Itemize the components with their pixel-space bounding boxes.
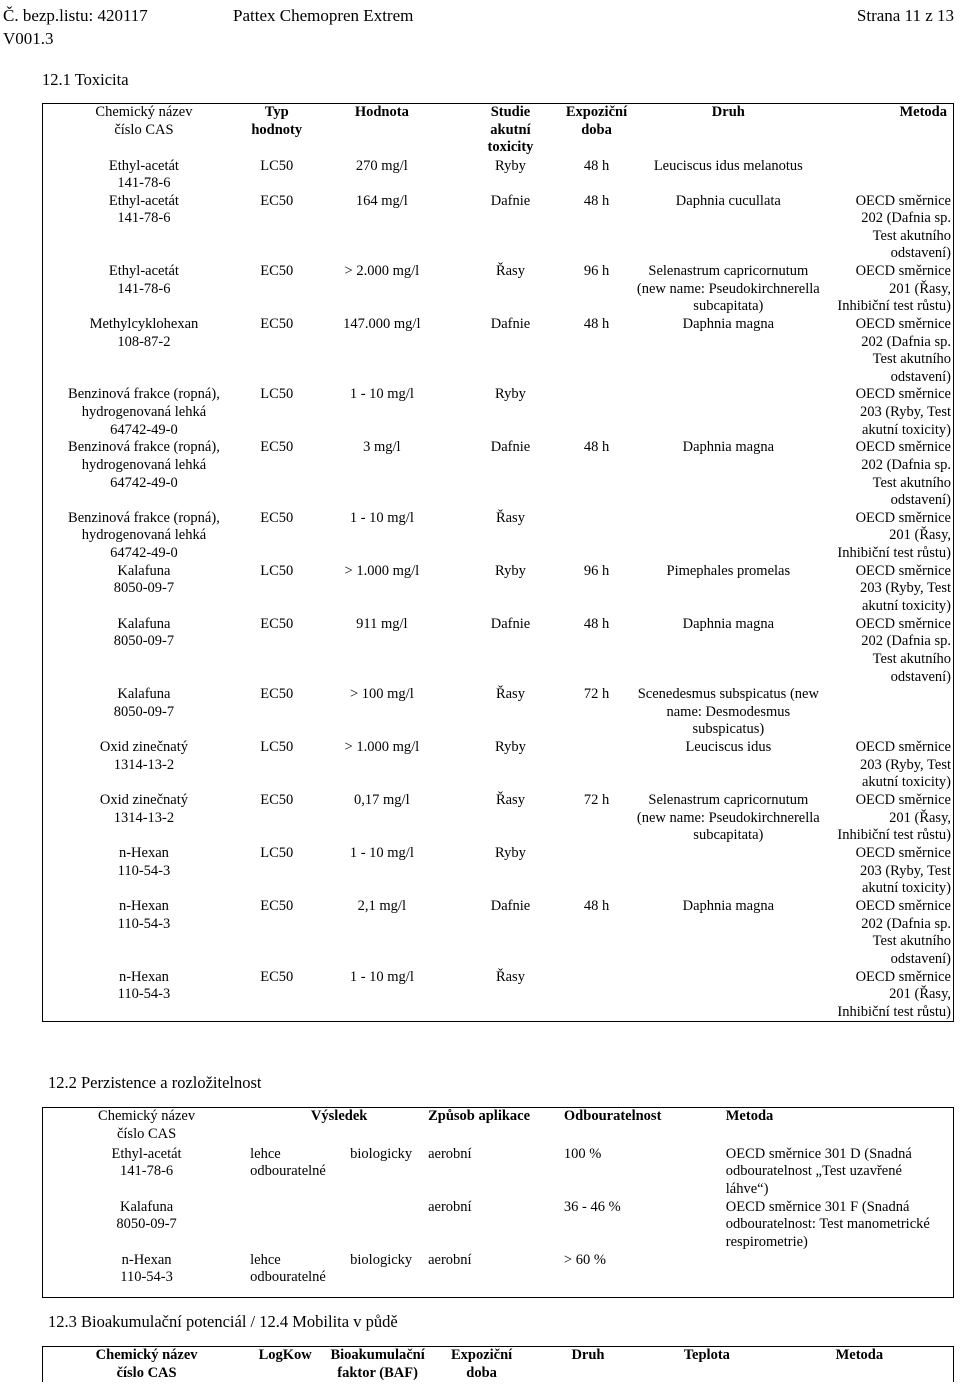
col-header-method: Metoda bbox=[835, 1347, 884, 1363]
cell-exposure: 96 h bbox=[583, 263, 610, 280]
cell-value: 3 mg/l bbox=[363, 439, 401, 456]
col-header-logkow: LogKow bbox=[258, 1347, 312, 1363]
page-number: Strana 11 z 13 bbox=[856, 6, 954, 25]
cell-value: 1 - 10 mg/l bbox=[349, 386, 414, 403]
cell-method: OECD směrnice 301 D (Snadná odbouratelnost „Test uzavřené láhve“) bbox=[725, 1145, 912, 1197]
cell-species bbox=[627, 386, 829, 439]
bioaccumulation-header-row bbox=[43, 1347, 954, 1383]
toxicity-row bbox=[43, 845, 954, 898]
toxicity-header-row bbox=[43, 104, 954, 158]
cell-value: > 2.000 mg/l bbox=[344, 263, 420, 280]
toxicity-row bbox=[43, 563, 954, 616]
cell-name: Kalafuna 8050-09-7 bbox=[113, 686, 175, 720]
toxicity-row bbox=[43, 158, 954, 193]
cell-application: aerobní bbox=[428, 1251, 472, 1268]
cell-study: Řasy bbox=[495, 509, 525, 526]
cell-method: OECD směrnice 201 (Řasy, Inhibiční test růstu) bbox=[837, 509, 951, 561]
cell-name: Oxid zinečnatý 1314-13-2 bbox=[99, 739, 189, 773]
cell-name: n-Hexan 110-54-3 bbox=[117, 845, 171, 879]
cell-value: 164 mg/l bbox=[355, 192, 408, 209]
cell-type: EC50 bbox=[260, 615, 294, 632]
cell-study: Dafnie bbox=[490, 898, 531, 915]
cell-result bbox=[250, 1199, 428, 1252]
cell-type: LC50 bbox=[260, 157, 294, 174]
cell-value: 0,17 mg/l bbox=[354, 792, 410, 809]
cell-study: Řasy bbox=[495, 263, 525, 280]
cell-name: Kalafuna 8050-09-7 bbox=[113, 562, 175, 597]
cell-value: 270 mg/l bbox=[355, 157, 408, 174]
product-name: Pattex Chemopren Extrem bbox=[233, 6, 414, 25]
cell-study: Řasy bbox=[495, 792, 525, 809]
cell-name: Benzinová frakce (ropná), hydrogenovaná lehká 64742-49-0 bbox=[68, 439, 220, 491]
col-header-exposure: Expoziční doba bbox=[450, 1347, 513, 1381]
cell-type: EC50 bbox=[260, 509, 294, 526]
cell-species bbox=[627, 845, 829, 898]
cell-species: Daphnia magna bbox=[682, 615, 775, 632]
cell-value: 1 - 10 mg/l bbox=[349, 968, 414, 985]
cell-study: Ryby bbox=[495, 845, 526, 862]
sds-number: Č. bezp.listu: 420117 bbox=[3, 6, 148, 25]
cell-application: aerobní bbox=[428, 1198, 472, 1215]
cell-type: EC50 bbox=[260, 192, 294, 209]
cell-name: Oxid zinečnatý 1314-13-2 bbox=[99, 792, 189, 826]
cell-study: Ryby bbox=[495, 386, 526, 403]
section-12-3-title: 12.3 Bioakumulační potenciál / 12.4 Mobilita v půdě bbox=[48, 1312, 398, 1331]
cell-type: EC50 bbox=[260, 263, 294, 280]
cell-method: OECD směrnice 203 (Ryby, Test akutní toxicity) bbox=[855, 386, 951, 438]
toxicity-row bbox=[43, 792, 954, 845]
cell-type: LC50 bbox=[260, 845, 294, 862]
cell-type: LC50 bbox=[260, 386, 294, 403]
cell-value: > 1.000 mg/l bbox=[344, 562, 420, 579]
cell-exposure bbox=[566, 969, 627, 1022]
cell-species: Pimephales promelas bbox=[666, 562, 791, 579]
col-header-name: Chemický název číslo CAS bbox=[95, 104, 193, 138]
persistence-row bbox=[43, 1252, 954, 1298]
toxicity-row bbox=[43, 969, 954, 1022]
cell-study: Ryby bbox=[495, 562, 526, 579]
cell-value: > 100 mg/l bbox=[349, 686, 414, 703]
cell-name: n-Hexan 110-54-3 bbox=[117, 898, 171, 932]
cell-method: OECD směrnice 201 (Řasy, Inhibiční test růstu) bbox=[837, 792, 951, 844]
cell-exposure bbox=[566, 739, 627, 792]
cell-name: Methylcyklohexan 108-87-2 bbox=[89, 316, 199, 350]
cell-species: Daphnia cucullata bbox=[675, 192, 781, 209]
cell-exposure: 48 h bbox=[583, 157, 610, 174]
cell-name: Kalafuna 8050-09-7 bbox=[116, 1198, 177, 1233]
cell-name: Ethyl-acetát 141-78-6 bbox=[108, 263, 179, 297]
cell-method: OECD směrnice 202 (Dafnia sp. Test akutního odstavení) bbox=[855, 898, 951, 967]
col-header-temperature: Teplota bbox=[683, 1347, 730, 1363]
toxicity-table bbox=[42, 103, 954, 1022]
cell-exposure: 72 h bbox=[583, 686, 610, 703]
cell-study: Ryby bbox=[495, 157, 526, 174]
cell-method: OECD směrnice 202 (Dafnia sp. Test akutního odstavení) bbox=[855, 439, 951, 509]
cell-method: OECD směrnice 202 (Dafnia sp. Test akutního odstavení) bbox=[855, 615, 951, 685]
persistence-row bbox=[43, 1146, 954, 1199]
cell-species: Leuciscus idus melanotus bbox=[653, 157, 803, 174]
cell-exposure: 48 h bbox=[583, 439, 610, 456]
cell-degradability: 36 - 46 % bbox=[563, 1198, 621, 1215]
col-header-study: Studie akutní toxicity bbox=[487, 104, 534, 156]
toxicity-row bbox=[43, 386, 954, 439]
cell-exposure: 72 h bbox=[583, 792, 610, 809]
col-header-name: Chemický název číslo CAS bbox=[98, 1108, 196, 1142]
cell-type: EC50 bbox=[260, 898, 294, 915]
cell-method: OECD směrnice 203 (Ryby, Test akutní toxicity) bbox=[855, 562, 951, 614]
cell-method: OECD směrnice 301 F (Snadná odbouratelnost: Test manometrické respirometrie) bbox=[725, 1198, 930, 1250]
col-header-degradability: Odbouratelnost bbox=[563, 1108, 662, 1124]
cell-method bbox=[830, 158, 954, 193]
cell-result: lehce biologicky odbouratelné bbox=[250, 1145, 413, 1180]
cell-study: Dafnie bbox=[490, 192, 531, 209]
col-header-type: Typ hodnoty bbox=[251, 104, 303, 138]
persistence-table bbox=[42, 1107, 954, 1298]
cell-type: LC50 bbox=[260, 562, 294, 579]
cell-type: EC50 bbox=[260, 686, 294, 703]
toxicity-row bbox=[43, 510, 954, 563]
cell-value: 1 - 10 mg/l bbox=[349, 845, 414, 862]
col-header-result: Výsledek bbox=[310, 1108, 368, 1124]
col-header-name: Chemický název číslo CAS bbox=[95, 1347, 198, 1381]
col-header-baf: Bioakumulační faktor (BAF) bbox=[330, 1347, 425, 1381]
toxicity-row bbox=[43, 739, 954, 792]
cell-method: OECD směrnice 202 (Dafnia sp. Test akutního odstavení) bbox=[855, 316, 951, 385]
cell-value: > 1.000 mg/l bbox=[344, 739, 420, 756]
col-header-method: Metoda bbox=[899, 104, 947, 120]
cell-application: aerobní bbox=[428, 1145, 472, 1162]
cell-species: Daphnia magna bbox=[682, 316, 775, 333]
cell-species: Scenedesmus subspicatus (new name: Desmodesmus subspicatus) bbox=[637, 686, 819, 738]
toxicity-row bbox=[43, 316, 954, 386]
col-header-exposure: Expoziční doba bbox=[565, 104, 628, 138]
toxicity-row bbox=[43, 898, 954, 968]
cell-species: Daphnia magna bbox=[682, 439, 775, 456]
cell-value: 911 mg/l bbox=[356, 615, 408, 632]
cell-type: EC50 bbox=[260, 968, 294, 985]
cell-study: Řasy bbox=[495, 686, 525, 703]
cell-result: lehce biologicky odbouratelné bbox=[250, 1251, 413, 1286]
cell-species: Selenastrum capricornutum (new name: Pseudokirchnerella subcapitata) bbox=[636, 792, 820, 844]
toxicity-row bbox=[43, 616, 954, 686]
cell-species: Leuciscus idus bbox=[685, 739, 772, 756]
cell-type: EC50 bbox=[260, 792, 294, 809]
col-header-method: Metoda bbox=[725, 1108, 774, 1124]
toxicity-row bbox=[43, 263, 954, 316]
toxicity-row bbox=[43, 439, 954, 509]
cell-species: Daphnia magna bbox=[682, 898, 775, 915]
cell-type: EC50 bbox=[260, 316, 294, 333]
cell-name: n-Hexan 110-54-3 bbox=[120, 1251, 173, 1286]
cell-species bbox=[627, 510, 829, 563]
toxicity-row bbox=[43, 193, 954, 263]
cell-name: Benzinová frakce (ropná), hydrogenovaná lehká 64742-49-0 bbox=[68, 509, 220, 561]
cell-degradability: 100 % bbox=[563, 1145, 602, 1162]
cell-exposure: 96 h bbox=[583, 562, 610, 579]
cell-method: OECD směrnice 201 (Řasy, Inhibiční test růstu) bbox=[837, 263, 951, 315]
cell-study: Dafnie bbox=[490, 316, 531, 333]
cell-method: OECD směrnice 203 (Ryby, Test akutní toxicity) bbox=[855, 845, 951, 897]
cell-exposure bbox=[566, 845, 627, 898]
cell-name: Ethyl-acetát 141-78-6 bbox=[108, 192, 179, 227]
cell-method: OECD směrnice 202 (Dafnia sp. Test akutního odstavení) bbox=[855, 192, 951, 262]
cell-name: Benzinová frakce (ropná), hydrogenovaná lehká 64742-49-0 bbox=[68, 386, 220, 438]
cell-type: EC50 bbox=[260, 439, 294, 456]
cell-study: Ryby bbox=[495, 739, 526, 756]
cell-exposure: 48 h bbox=[583, 192, 610, 209]
col-header-species: Druh bbox=[571, 1347, 605, 1363]
cell-exposure bbox=[566, 386, 627, 439]
section-12-2-title: 12.2 Perzistence a rozložitelnost bbox=[48, 1073, 262, 1092]
cell-species bbox=[627, 969, 829, 1022]
cell-exposure: 48 h bbox=[583, 898, 610, 915]
cell-study: Dafnie bbox=[490, 615, 531, 632]
cell-exposure: 48 h bbox=[583, 615, 610, 632]
cell-method bbox=[830, 686, 954, 739]
cell-method: OECD směrnice 203 (Ryby, Test akutní toxicity) bbox=[855, 739, 951, 791]
section-12-1-title: 12.1 Toxicita bbox=[42, 70, 129, 89]
cell-value: 1 - 10 mg/l bbox=[349, 509, 414, 526]
cell-study: Dafnie bbox=[490, 439, 531, 456]
cell-exposure bbox=[566, 510, 627, 563]
version: V001.3 bbox=[3, 29, 54, 48]
cell-value: 2,1 mg/l bbox=[357, 898, 406, 915]
cell-study: Řasy bbox=[495, 968, 525, 985]
cell-name: n-Hexan 110-54-3 bbox=[117, 968, 171, 1003]
persistence-header-row bbox=[43, 1108, 954, 1146]
cell-value: 147.000 mg/l bbox=[343, 316, 421, 333]
cell-type: LC50 bbox=[260, 739, 294, 756]
cell-name: Ethyl-acetát 141-78-6 bbox=[111, 1145, 182, 1180]
cell-name: Ethyl-acetát 141-78-6 bbox=[108, 157, 179, 192]
persistence-row bbox=[43, 1199, 954, 1252]
toxicity-row bbox=[43, 686, 954, 739]
col-header-value: Hodnota bbox=[354, 104, 409, 120]
cell-name: Kalafuna 8050-09-7 bbox=[113, 615, 175, 650]
cell-method bbox=[726, 1252, 954, 1298]
col-header-species: Druh bbox=[711, 104, 745, 120]
cell-method: OECD směrnice 201 (Řasy, Inhibiční test růstu) bbox=[837, 968, 951, 1020]
col-header-application: Způsob aplikace bbox=[428, 1108, 531, 1124]
bioaccumulation-table bbox=[42, 1346, 954, 1382]
cell-degradability: > 60 % bbox=[563, 1251, 606, 1268]
cell-exposure: 48 h bbox=[583, 316, 610, 333]
cell-species: Selenastrum capricornutum (new name: Pseudokirchnerella subcapitata) bbox=[636, 263, 820, 315]
